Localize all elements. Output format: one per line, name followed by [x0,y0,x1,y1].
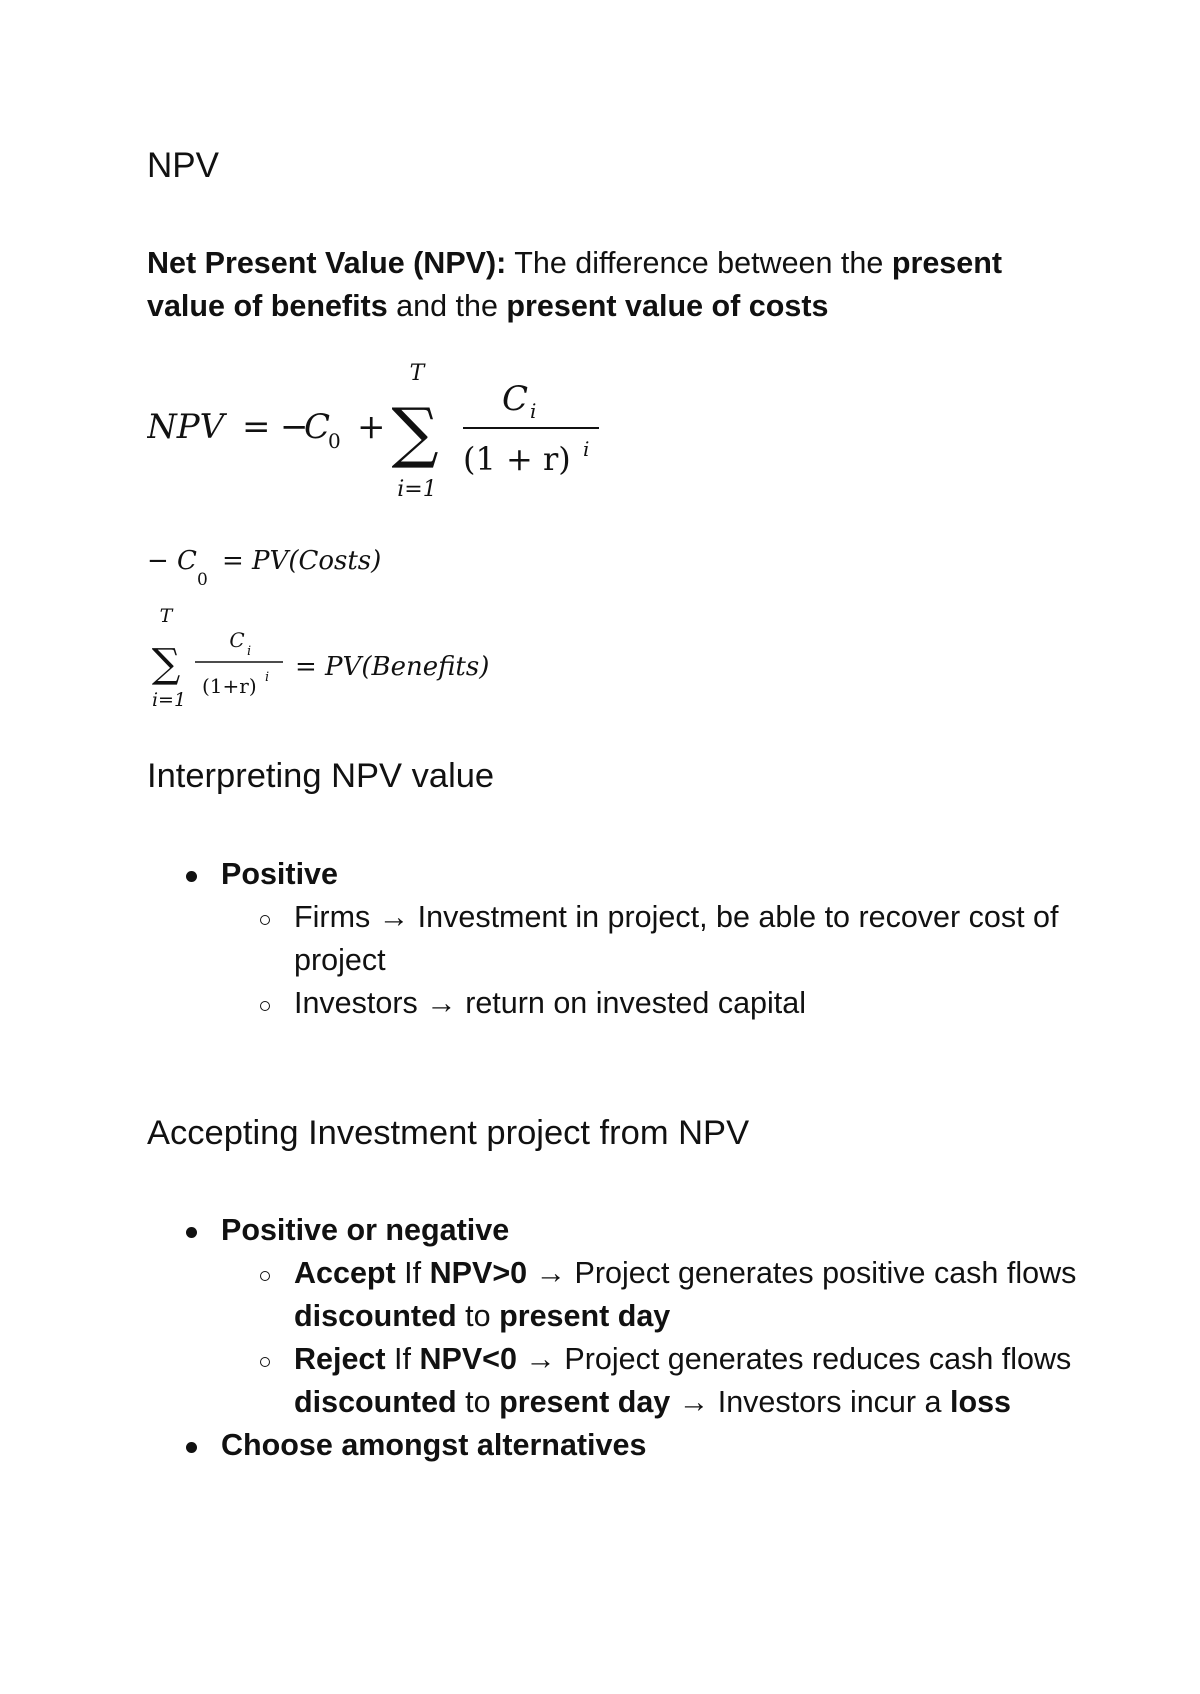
bullet-circle-icon [260,1001,270,1011]
list-item-label: Positive [221,857,338,891]
accept-bold-discounted: discounted [294,1299,457,1333]
interpreting-list [147,853,1077,1025]
fraction-denominator: (1 + r) [463,440,571,478]
accepting-list [147,1209,1077,1467]
benefits-formula [147,605,567,715]
definition-bold-benefits: present value of benefits [147,246,1002,323]
sum-upper-limit: T [409,361,425,386]
page-title: NPV [147,146,219,185]
costs-c-sub: 0 [197,570,208,590]
fraction-numerator-sub: i [530,399,537,423]
accept-text: → Project generates positive cash flows [527,1256,1077,1290]
accept-text: to [456,1299,500,1333]
benefits-denominator: (1+r) [202,674,257,698]
accept-bold-present-day: present day [499,1299,671,1333]
reject-text: → Investors incur a [670,1385,950,1419]
benefits-numerator: C [229,628,245,652]
bullet-circle-icon [260,1271,270,1281]
reject-text: → Project generates reduces cash flows [516,1342,1072,1376]
reject-text: to [456,1385,500,1419]
benefits-upper-limit: T [159,605,173,627]
benefits-numerator-sub: i [247,644,252,659]
list-subitem [147,982,1077,1025]
bullet-circle-icon [260,1357,270,1367]
accept-label: Accept [294,1256,396,1290]
bullet-dot-icon [186,871,197,882]
reject-label: Reject [294,1342,386,1376]
list-item [147,1209,1077,1252]
accept-condition: NPV>0 [429,1256,528,1290]
formula-c0: C [304,407,331,447]
npv-formula [147,360,627,510]
bullet-dot-icon [186,1227,197,1238]
reject-bold-loss: loss [949,1385,1011,1419]
reject-condition: NPV<0 [419,1342,517,1376]
definition-term: Net Present Value (NPV): [147,246,507,280]
sum-lower-limit: i=1 [397,477,437,502]
formula-equals: = [242,407,271,447]
costs-c: C [177,546,197,576]
list-item [147,853,1077,896]
list-item-label: Choose amongst alternatives [221,1428,647,1462]
fraction-denominator-sup: i [583,437,590,461]
npv-definition [147,242,1077,328]
list-item-label: Positive or negative [221,1213,510,1247]
benefits-denominator-sup: i [265,670,270,685]
formula-plus: + [357,407,386,447]
reject-bold-discounted: discounted [294,1385,457,1419]
costs-rhs: = PV(Costs) [222,546,382,576]
list-subitem [147,896,1077,982]
definition-text: The difference between the [506,246,892,280]
formula-minus: − [280,407,309,447]
fraction-numerator: C [501,379,529,419]
section-heading-accepting: Accepting Investment project from NPV [147,1114,750,1152]
formula-lhs: NPV [147,407,225,447]
reject-bold-present-day: present day [499,1385,671,1419]
costs-formula [147,540,447,590]
costs-minus: − [147,546,169,576]
section-heading-interpreting: Interpreting NPV value [147,757,495,795]
list-item [147,1424,1077,1467]
list-subitem-text: Investors → return on invested capital [294,986,806,1020]
formula-c0-sub: 0 [328,429,341,453]
reject-text: If [385,1342,420,1376]
benefits-lower-limit: i=1 [151,689,187,711]
list-subitem-text: Firms → Investment in project, be able to recover cost of project [294,900,1059,977]
list-subitem-reject [147,1338,1077,1424]
bullet-circle-icon [260,915,270,925]
benefits-sigma: ∑ [151,641,181,687]
accept-text: If [395,1256,430,1290]
bullet-dot-icon [186,1442,197,1453]
definition-text: and the [387,289,507,323]
benefits-rhs: = PV(Benefits) [295,652,490,682]
sigma-symbol: ∑ [391,394,439,471]
definition-bold-costs: present value of costs [506,289,829,323]
list-subitem-accept [147,1252,1077,1338]
